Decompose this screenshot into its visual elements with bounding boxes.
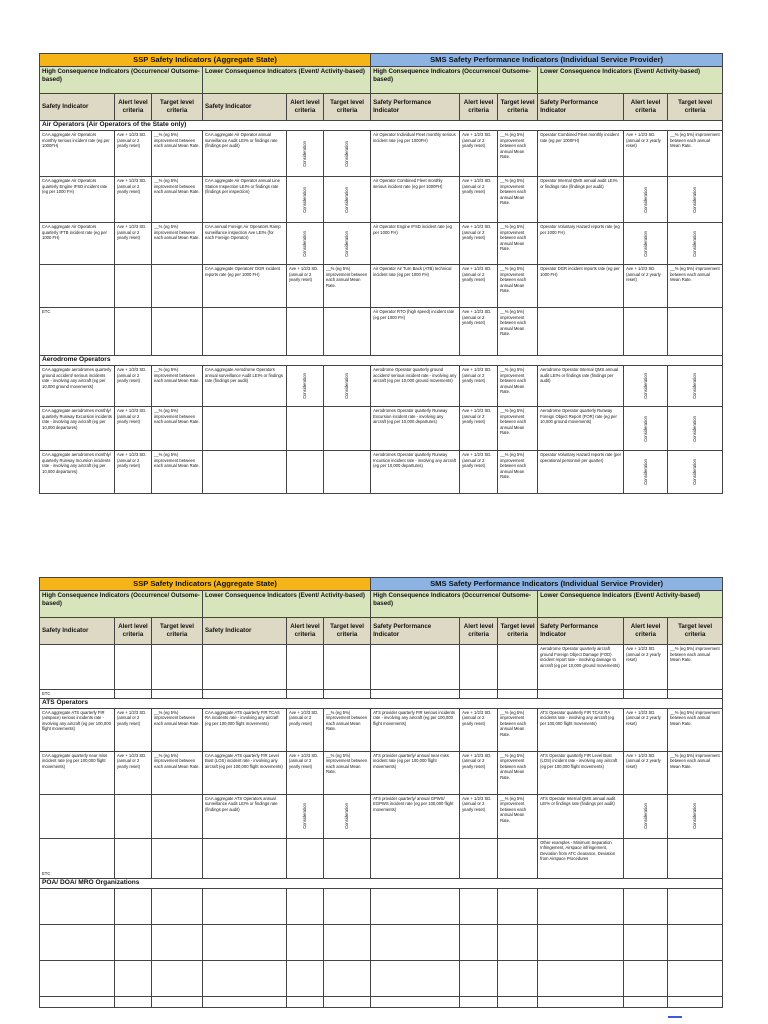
target-criteria: __% (eg 5%) improvement between each annual Mean Rate. [152,451,203,494]
sms-lower-consequence: Lower Consequence Indicators (Event/ Activity-based) [538,67,723,94]
target-criteria: __% (eg 5%) improvement between each annual Mean Rate. [498,366,538,407]
col-safety-indicator: Safety Indicator [203,618,287,645]
alert-criteria: Ave + 1/2/3 SD. (annual or 2 yearly reset) [624,131,668,177]
alert-criteria: Ave + 1/2/3 SD. (annual or 2 yearly reset) [460,265,498,308]
col-target-level: Target level criteria [668,618,723,645]
col-alert-level: Alert level criteria [287,618,324,645]
indicators-table [39,53,723,494]
alert-criteria: Ave + 1/2/3 SD. (annual or 2 yearly reset) [115,177,152,223]
col-alert-level: Alert level criteria [624,618,668,645]
consideration-label: Consideration [692,373,698,399]
consideration-label: Consideration [692,415,698,442]
ssp-high-consequence: High Consequence Indicators (Occurrence/ Outsome-based) [40,67,203,94]
alert-criteria: Ave + 1/2/3 SD. (annual or 2 yearly reset) [287,708,324,751]
table-row [40,366,723,407]
ssp-lower-indicator: CAA aggregate Air Operator annual Line Station Inspection LEI% or findings rate (findings per inspection) [203,177,287,223]
ssp-high-indicator: CAA aggregate aerodromes quarterly ground accident/ serious incidents rate - involving any aircraft (eg per 10,000 ground movements) [40,366,115,407]
section-air-operators: Air Operators (Air Operators of the State only) [40,121,723,131]
target-criteria: __% (eg 5%) improvement between each annual Mean Rate. [498,308,538,356]
consideration-label: Consideration [692,803,698,830]
table-row [40,924,723,960]
consideration-label: Consideration [344,373,350,399]
table-row [40,996,723,1007]
consideration-label: Consideration [344,803,350,830]
consideration-label: Consideration [642,459,648,485]
target-criteria: __% (eg 5%) improvement between each annual Mean Rate. [498,131,538,177]
alert-criteria: Ave + 1/2/3 SD. (annual or 2 yearly reset) [287,265,324,308]
alert-criteria: Ave + 1/2/3 SD. (annual or 2 yearly reset) [624,265,668,308]
table-row [40,708,723,751]
alert-criteria: Ave + 1/2/3 SD. (annual or 2 yearly reset) [460,366,498,407]
ssp-lower-indicator: CAA aggregate ATS Operators annual surveillance Audit LEI% or findings rate (findings per audit) [203,794,287,838]
col-target-level: Target level criteria [324,618,371,645]
table-row [40,308,723,356]
sms-high-consequence: High Consequence Indicators (Occurrence/ Outsome-based) [371,67,538,94]
sms-lower-indicator: ATS Operator quarterly FIR TCAS RA incidents rate - involving any aircraft (eg per 100,000 flight movements) [538,708,624,751]
col-safety-indicator: Safety Indicator [40,94,115,121]
alert-criteria: Ave + 1/2/3 SD. (annual or 2 yearly reset) [460,308,498,356]
alert-criteria: Ave + 1/2/3 SD. (annual or 2 yearly reset) [460,223,498,265]
col-safety-performance-indicator: Safety Performance Indicator [538,94,624,121]
ssp-high-indicator: CAA aggregate Air Operators quarterly Engine IFSD incident rate (eg per 1000 FH) [40,177,115,223]
section-ats-operators: ATS Operators [40,698,723,708]
target-criteria: __% (eg 5%) improvement between each annual Mean Rate. [668,265,723,308]
consideration-label: Consideration [642,186,648,213]
target-criteria: __% (eg 5%) improvement between each annual Mean Rate. [498,794,538,838]
sms-high-indicator: ATS provider quarterly/ annual near miss incident rate (eg per 100,000 flight movements) [371,751,460,794]
consideration-label: Consideration [302,230,308,257]
sms-high-indicator: Air Operator RTO (high speed) incident rate (eg per 1000 FH) [371,308,460,356]
sms-header: SMS Safety Performance Indicators (Individual Service Provider) [371,578,723,591]
col-target-level: Target level criteria [498,94,538,121]
consideration-label: Consideration [302,803,308,830]
section-poa-doa-mro: POA/ DOA/ MRO Organizations [40,878,723,888]
ssp-high-indicator: CAA aggregate aerodromes monthly/ quarterly Runway Excursion incidents rate - involving any aircraft (eg per 10,000 departures) [40,407,115,451]
sms-lower-indicator: Other examples - Minimum Separation Infringement, Airspace infringement, Deviation from ATC clearance, Deviation from Airspace Procedures [538,838,624,878]
table-row [40,451,723,494]
target-criteria: __% (eg 5%) improvement between each annual Mean Rate. [668,131,723,177]
sms-high-indicator: Air Operator Engine IFSD incident rate (eg per 1000 FH) [371,223,460,265]
ssp-high-indicator: CAA aggregate Air Operators monthly serious incident rate (eg per 1000FH) [40,131,115,177]
ssp-high-indicator [40,265,115,308]
alert-criteria: Ave + 1/2/3 SD. (annual or 2 yearly reset) [624,751,668,794]
ssp-header: SSP Safety Indicators (Aggregate State) [40,578,371,591]
consideration-label: Consideration [302,373,308,399]
target-criteria: __% (eg 5%) improvement between each annual Mean Rate. [498,751,538,794]
consideration-label: Consideration [302,186,308,213]
sms-lower-indicator: Aerodrome Operator Internal QMS annual audit LEI% or findings rate (findings per audit) [538,366,624,407]
alert-criteria: Ave + 1/2/3 SD. (annual or 2 yearly reset) [460,708,498,751]
ssp-high-indicator: CAA aggregate Air Operators quarterly IFTB incident rate (eg per 1000 FH) [40,223,115,265]
col-alert-level: Alert level criteria [287,94,324,121]
sms-high-consequence: High Consequence Indicators (Occurrence/ Outsome-based) [371,591,538,618]
target-criteria: __% (eg 5%) improvement between each annual Mean Rate. [324,751,371,794]
alert-criteria: Ave + 1/2/3 SD. (annual or 2 yearly reset) [115,407,152,451]
target-criteria: __% (eg 5%) improvement between each annual Mean Rate. [668,751,723,794]
col-safety-indicator: Safety Indicator [203,94,287,121]
col-alert-level: Alert level criteria [460,94,498,121]
table-row [40,838,723,878]
target-criteria: __% (eg 5%) improvement between each annual Mean Rate. [498,451,538,494]
sms-lower-indicator: Operator Voluntary Hazard reports rate (per operational personnel per quarter) [538,451,624,494]
alert-criteria: Ave + 1/2/3 SD. (annual or 2 yearly reset) [624,708,668,751]
section-aerodrome-operators: Aerodrome Operators [40,356,723,366]
target-criteria: __% (eg 5%) improvement between each annual Mean Rate. [152,751,203,794]
indicators-table-page-1 [39,53,722,494]
sms-lower-indicator: ATS Operator quarterly FIR Level Bust (LOS) incident rate - involving any aircraft (eg per 100,000 flight movements) [538,751,624,794]
alert-criteria: Ave + 1/2/3 SD. (annual or 2 yearly reset) [624,645,668,690]
alert-criteria: Ave + 1/2/3 SD. (annual or 2 yearly reset) [115,223,152,265]
table-row [40,177,723,223]
consideration-label: Consideration [302,140,308,167]
table-row [40,960,723,996]
alert-criteria: Ave + 1/2/3 SD. (annual or 2 yearly reset) [460,451,498,494]
col-safety-performance-indicator: Safety Performance Indicator [538,618,624,645]
consideration-label: Consideration [344,140,350,167]
target-criteria: __% (eg 5%) improvement between each annual Mean Rate. [152,366,203,407]
table-row [40,794,723,838]
consideration-label: Consideration [642,230,648,257]
sms-lower-indicator: Aerodrome Operator quarterly aircraft ground Foreign Object Damage (FOD) incident report rate - involving damage to aircraft (eg per 10,000 ground movements) [538,645,624,690]
alert-criteria: Ave + 1/2/3 SD. (annual or 2 yearly reset) [460,177,498,223]
ssp-lower-indicator: CAA aggregate Aerodrome Operators annual surveillance Audit LEI% or findings rate (findings per audit) [203,366,287,407]
sms-lower-consequence: Lower Consequence Indicators (Event/ Activity-based) [538,591,723,618]
sms-high-indicator: ATS provider quarterly/ annual GPWS/ EGPWS incident rate (eg per 100,000 flight movements) [371,794,460,838]
target-criteria: __% (eg 5%) improvement between each annual Mean Rate. [324,265,371,308]
ssp-high-consequence: High Consequence Indicators (Occurrence/ Outsome-based) [40,591,203,618]
alert-criteria: Ave + 1/2/3 SD. (annual or 2 yearly reset) [460,794,498,838]
sms-lower-indicator: ATS Operator Internal QMS annual audit LEI% or findings rate (findings per audit) [538,794,624,838]
sms-lower-indicator: Operator DGR incident reports rate (eg per 1000 FH) [538,265,624,308]
ssp-lower-indicator: CAA aggregate ATS quarterly FIR Level Bust (LOS) incident rate - involving any aircraft (eg per 100,000 flight movements) [203,751,287,794]
sms-high-indicator: Aerodrome Operator quarterly ground accident/ serious incident rate - involving any aircraft (eg per 10,000 ground movements) [371,366,460,407]
indicators-table [39,577,723,1008]
target-criteria: __% (eg 5%) improvement between each annual Mean Rate. [498,265,538,308]
table-row [40,407,723,451]
alert-criteria: Ave + 1/2/3 SD. (annual or 2 yearly reset) [460,131,498,177]
target-criteria: __% (eg 5%) improvement between each annual Mean Rate. [498,223,538,265]
table-row [40,265,723,308]
target-criteria: __% (eg 5%) improvement between each annual Mean Rate. [498,708,538,751]
alert-criteria: Ave + 1/2/3 SD. (annual or 2 yearly reset) [287,751,324,794]
consideration-label: Consideration [692,459,698,485]
consideration-label: Consideration [344,230,350,257]
etc-label: ETC [40,690,115,699]
sms-high-indicator: Air Operator Combined Fleet monthly serious incident rate (eg per 1000FH) [371,177,460,223]
col-target-level: Target level criteria [498,618,538,645]
col-alert-level: Alert level criteria [460,618,498,645]
target-criteria: __% (eg 5%) improvement between each annual Mean Rate. [152,407,203,451]
ssp-high-indicator: CAA aggregate ATS quarterly FIR (airspace) serious incidents rate - involving any aircraft (eg per 100,000 flight movements) [40,708,115,751]
col-target-level: Target level criteria [668,94,723,121]
sms-high-indicator: Air Operator Air Turn Back (ATB) technical incident rate (eg per 1000 FH) [371,265,460,308]
sms-lower-indicator: Operator Voluntary Hazard reports rate (eg per 1000 FH) [538,223,624,265]
etc-label: ETC [40,838,115,878]
consideration-label: Consideration [692,186,698,213]
ssp-high-indicator: CAA aggregate aerodromes monthly/ quarterly Runway Incursion incidents rate - involving any aircraft (eg per 10,000 departures) [40,451,115,494]
etc-label: ETC [40,308,115,356]
col-safety-performance-indicator: Safety Performance Indicator [371,94,460,121]
table-row [40,645,723,690]
target-criteria: __% (eg 5%) improvement between each annual Mean Rate. [498,177,538,223]
alert-criteria: Ave + 1/2/3 SD. (annual or 2 yearly reset) [460,751,498,794]
ssp-lower-indicator: CAA aggregate ATS quarterly FIR TCAS RA incidents rate - involving any aircraft (eg per 100,000 flight movements) [203,708,287,751]
target-criteria: __% (eg 5%) improvement between each annual Mean Rate. [324,708,371,751]
ssp-header: SSP Safety Indicators (Aggregate State) [40,54,371,67]
table-row [40,690,723,699]
target-criteria: __% (eg 5%) improvement between each annual Mean Rate. [152,708,203,751]
alert-criteria: Ave + 1/2/3 SD. (annual or 2 yearly reset) [115,131,152,177]
table-row [40,131,723,177]
sms-lower-indicator: Operator Combined Fleet monthly incident rate (eg per 1000FH) [538,131,624,177]
target-criteria: __% (eg 5%) improvement between each annual Mean Rate. [152,177,203,223]
text-cursor-marker [668,1016,682,1018]
consideration-label: Consideration [642,415,648,442]
ssp-lower-consequence: Lower Consequence Indicators (Event/ Activity-based) [203,591,371,618]
table-row [40,223,723,265]
ssp-lower-indicator: CAA aggregate Air Operator annual surveillance Audit LEI% or findings rate (findings per audit) [203,131,287,177]
sms-high-indicator: Aerodromes Operator quarterly Runway Incursion incident rate - involving any aircraft (eg per 10,000 departures) [371,451,460,494]
consideration-label: Consideration [642,373,648,399]
alert-criteria: Ave + 1/2/3 SD. (annual or 2 yearly reset) [115,708,152,751]
consideration-label: Consideration [642,803,648,830]
sms-high-indicator: Aerodromes Operator quarterly Runway Excursion incident rate - involving any aircraft (eg per 10,000 departures) [371,407,460,451]
alert-criteria: Ave + 1/2/3 SD. (annual or 2 yearly reset) [115,451,152,494]
col-alert-level: Alert level criteria [624,94,668,121]
ssp-high-indicator: CAA aggregate quarterly near miss incident rate (eg per 100,000 flight movements) [40,751,115,794]
col-alert-level: Alert level criteria [115,94,152,121]
alert-criteria: Ave + 1/2/3 SD. (annual or 2 yearly reset) [115,366,152,407]
consideration-label: Consideration [692,230,698,257]
target-criteria: __% (eg 5%) improvement between each annual Mean Rate. [152,223,203,265]
col-safety-performance-indicator: Safety Performance Indicator [371,618,460,645]
sms-lower-indicator: Aerodrome Operator quarterly Runway Foreign Object Report (FOR) rate (eg per 10,000 ground movements) [538,407,624,451]
indicators-table-page-2 [39,577,722,1008]
ssp-lower-indicator: CAA annual Foreign Air Operators Ramp surveillance inspection Ave LEI% (for each Foreign Operator) [203,223,287,265]
ssp-lower-consequence: Lower Consequence Indicators (Event/ Activity-based) [203,67,371,94]
sms-high-indicator: Air Operator Individual Fleet monthly serious incident rate (eg per 1000FH) [371,131,460,177]
col-target-level: Target level criteria [152,618,203,645]
table-row [40,751,723,794]
target-criteria: __% (eg 5%) improvement between each annual Mean Rate. [152,131,203,177]
table-row [40,888,723,924]
target-criteria: __% (eg 5%) improvement between each annual Mean Rate. [668,645,723,690]
target-criteria: __% (eg 5%) improvement between each annual Mean Rate. [498,407,538,451]
sms-header: SMS Safety Performance Indicators (Individual Service Provider) [371,54,723,67]
col-target-level: Target level criteria [152,94,203,121]
col-safety-indicator: Safety Indicator [40,618,115,645]
target-criteria: __% (eg 5%) improvement between each annual Mean Rate. [668,708,723,751]
sms-lower-indicator: Operator Internal QMS annual audit LEI% or findings rate (findings per audit) [538,177,624,223]
col-target-level: Target level criteria [324,94,371,121]
ssp-lower-indicator: CAA aggregate Operators' DGR incident reports rate (eg per 1000 FH) [203,265,287,308]
alert-criteria: Ave + 1/2/3 SD. (annual or 2 yearly reset) [460,407,498,451]
sms-high-indicator: ATS provider quarterly FIR serious incidents rate - involving any aircraft (eg per 100,000 flight movements) [371,708,460,751]
alert-criteria: Ave + 1/2/3 SD. (annual or 2 yearly reset) [115,751,152,794]
col-alert-level: Alert level criteria [115,618,152,645]
consideration-label: Consideration [344,186,350,213]
